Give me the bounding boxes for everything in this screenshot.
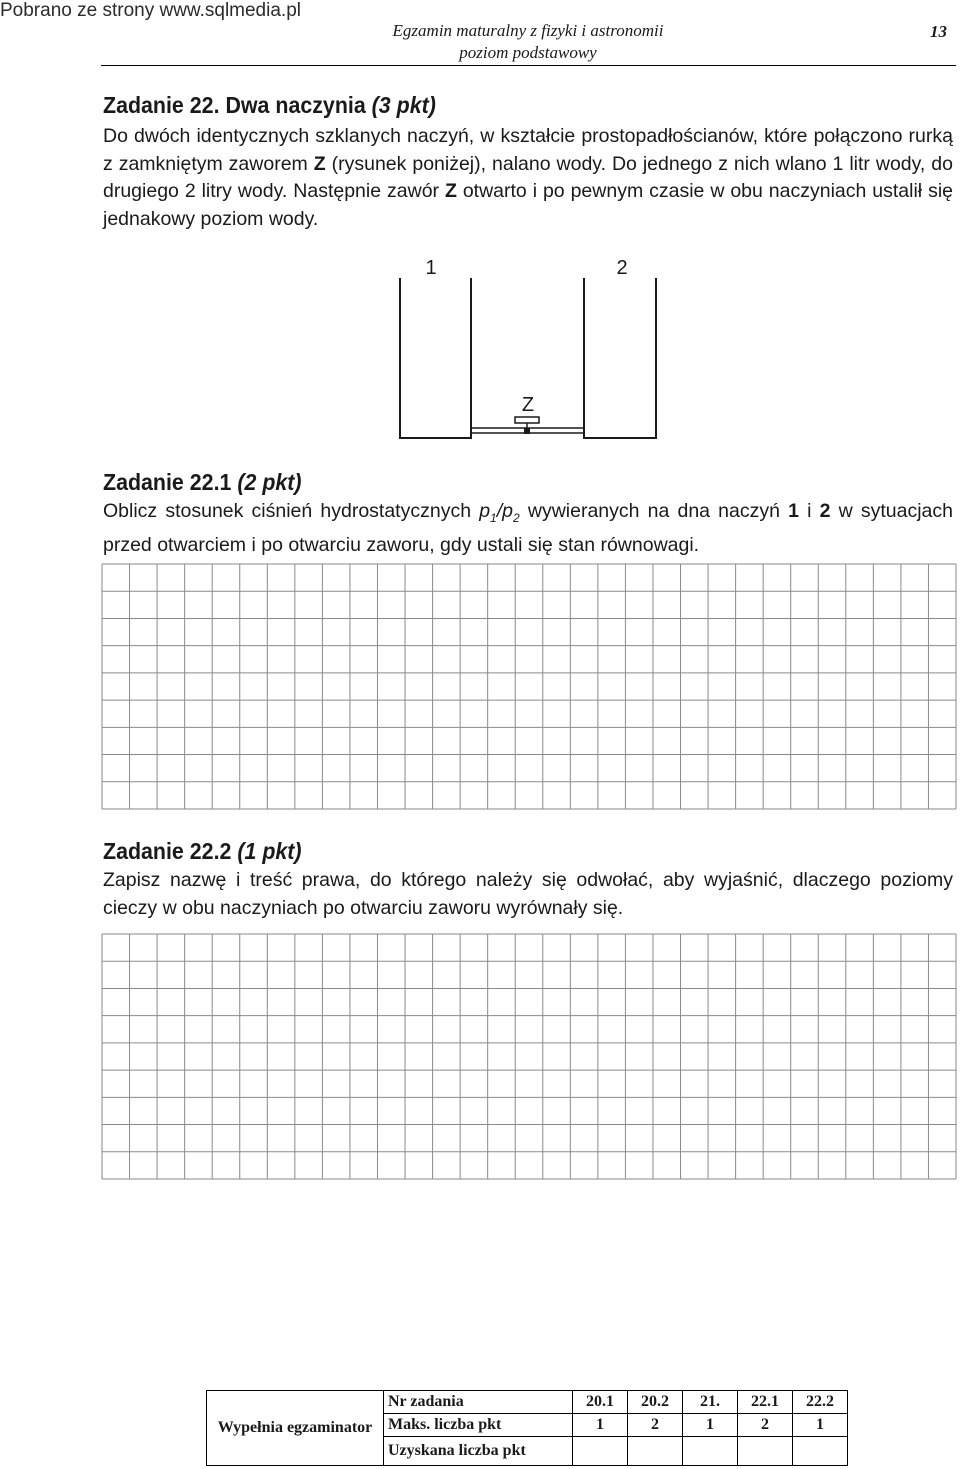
valve-symbol: Z — [313, 152, 326, 175]
task-number-cell: 20.1 — [573, 1391, 628, 1414]
task-22-2-heading: Zadanie 22.2 — [103, 838, 232, 864]
task-22-text — [103, 123, 953, 233]
max-points-cell: 1 — [793, 1414, 848, 1437]
task-22-1-text-part: i — [798, 500, 820, 522]
task-22-title — [103, 92, 436, 119]
ratio-sub-1: 1 — [490, 510, 497, 525]
max-points-cell: 2 — [738, 1414, 793, 1437]
task-number-cell: 22.1 — [738, 1391, 793, 1414]
task-22-text-part: otwarto i po pewnym czasie w obu naczyniach ustalił się jednakowy poziom wody. — [103, 180, 953, 230]
exam-header — [300, 20, 756, 64]
filled-by-examiner: Wypełnia egzaminator — [207, 1391, 384, 1466]
vessel-1-label: 1 — [425, 257, 437, 279]
max-points-cell: 2 — [628, 1414, 683, 1437]
page-number: 13 — [930, 22, 947, 41]
grid-lines — [102, 564, 956, 809]
vessel-2 — [584, 278, 656, 438]
task-22-2-title — [103, 838, 302, 865]
exam-level: poziom podstawowy — [459, 43, 597, 62]
grid-lines — [102, 934, 956, 1179]
source-watermark: Pobrano ze strony www.sqlmedia.pl — [0, 0, 301, 21]
ratio-sub-2: 2 — [513, 510, 520, 525]
obtained-points-cell[interactable] — [793, 1437, 848, 1466]
task-22-1-text — [103, 498, 953, 560]
obtained-points-cell[interactable] — [628, 1437, 683, 1466]
ratio-p: p — [479, 500, 491, 522]
task-number-cell: 20.2 — [628, 1391, 683, 1414]
task-22-2-points: (1 pkt) — [237, 838, 302, 864]
task-22-points: (3 pkt) — [371, 92, 436, 118]
task-22-1-text-part: wywieranych na dna naczyń — [519, 500, 789, 522]
obtained-points-cell[interactable] — [683, 1437, 738, 1466]
valve-z — [515, 417, 539, 434]
valve-label: Z — [521, 394, 535, 416]
task-22-heading: Zadanie 22. Dwa naczynia — [103, 92, 366, 118]
vessel-number: 1 — [788, 500, 799, 522]
task-22-text-part: Do dwóch identycznych szklanych naczyń, w kształcie prostopadłościanów, które połączono rurką z zamkniętym zaworem — [103, 125, 953, 175]
task-22-1-title — [103, 469, 302, 496]
valve-symbol: Z — [444, 180, 457, 202]
obtained-points-cell[interactable] — [738, 1437, 793, 1466]
header-divider — [101, 65, 956, 66]
task-22-2-text: Zapisz nazwę i treść prawa, do którego należy się odwołać, aby wyjaśnić, dlaczego poziomy cieczy w obu naczyniach po otwarciu zaworu wyrównały się. — [103, 869, 953, 919]
pressure-ratio — [479, 500, 520, 525]
task-number-cell: 22.2 — [793, 1391, 848, 1414]
exam-title: Egzamin maturalny z fizyki i astronomii — [392, 21, 664, 40]
ratio-slash: / — [496, 500, 503, 522]
row-label-max-points: Maks. liczba pkt — [384, 1414, 573, 1437]
answer-grid-22-1[interactable] — [101, 563, 957, 810]
max-points-cell: 1 — [683, 1414, 738, 1437]
row-label-obtained-points: Uzyskana liczba pkt — [384, 1437, 573, 1466]
obtained-points-cell[interactable] — [573, 1437, 628, 1466]
ratio-p2: p — [502, 500, 514, 522]
vessel-1 — [400, 278, 471, 438]
max-points-cell: 1 — [573, 1414, 628, 1437]
task-22-1-heading: Zadanie 22.1 — [103, 469, 232, 495]
task-22-1-points: (2 pkt) — [237, 469, 302, 495]
task-number-cell: 21. — [683, 1391, 738, 1414]
task-22-1-text-part: Oblicz stosunek ciśnień hydrostatycznych — [103, 500, 480, 522]
task-22-text-part: (rysunek poniżej), nalano wody. Do jednego z nich wlano 1 litr wody, do drugiego 2 litry wody. Następnie zawór — [103, 152, 953, 202]
vessel-2-label: 2 — [616, 257, 628, 279]
task-22-1-text-part: w sytuacjach przed otwarciem i po otwarciu zaworu, gdy ustali się stan równowagi. — [103, 500, 953, 557]
score-table — [206, 1390, 848, 1466]
answer-grid-22-2[interactable] — [101, 933, 957, 1180]
row-label-task-number: Nr zadania — [384, 1391, 573, 1414]
vessel-number: 2 — [819, 500, 831, 522]
vessels-diagram — [380, 250, 680, 450]
